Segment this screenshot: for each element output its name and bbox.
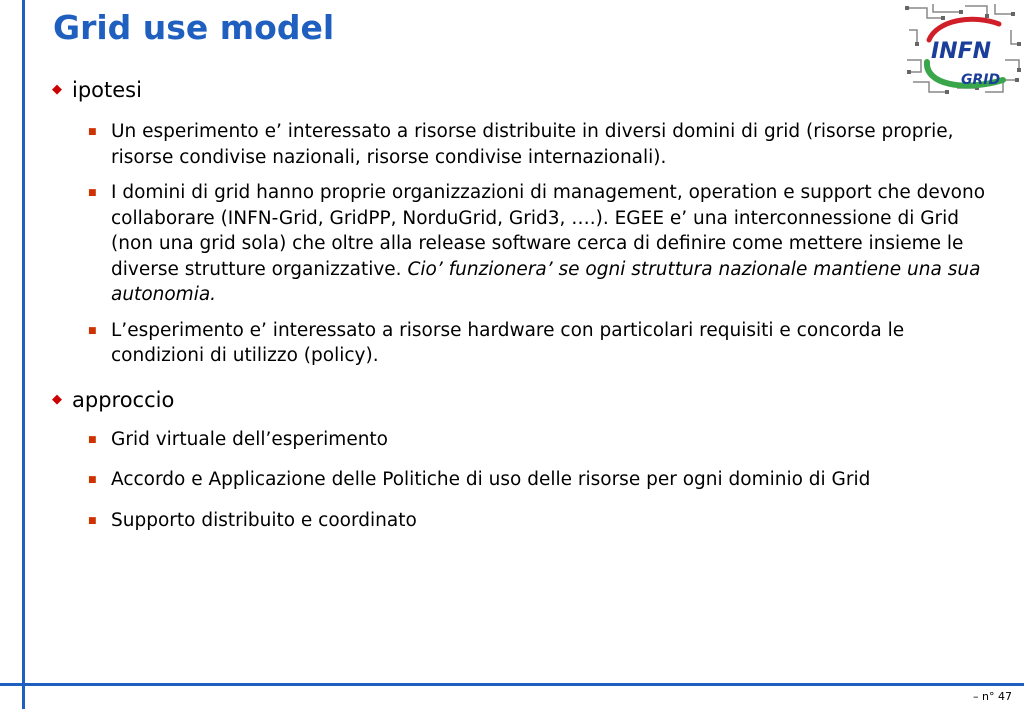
- square-bullet-icon: ■: [88, 325, 97, 336]
- section-heading-label: approccio: [72, 387, 175, 412]
- list-item-emphasis: Cio’ funzionera’ se ogni struttura nazionale mantiene una sua autonomia.: [111, 258, 981, 305]
- list-item-text: Un esperimento e’ interessato a risorse distribuite in diversi domini di grid (risorse proprie, risorse condivise nazionali, risorse condivise internazionali).: [111, 121, 954, 168]
- list-item: [88, 427, 987, 454]
- square-bullet-icon: ■: [88, 434, 97, 445]
- page-number: – n° 47: [973, 690, 1012, 703]
- section-heading-ipotesi: [52, 76, 987, 104]
- slide-title: Grid use model: [53, 8, 335, 47]
- footer-rule: [0, 683, 1024, 686]
- left-border-rule: [22, 0, 25, 709]
- list-item: [88, 467, 987, 494]
- list-item-text: [111, 180, 987, 308]
- list-item-text: Grid virtuale dell’esperimento: [111, 428, 388, 450]
- section-heading-label: ipotesi: [72, 78, 142, 102]
- list-item-text: L’esperimento e’ interessato a risorse hardware con particolari requisiti e concorda le condizioni di utilizzo (policy).: [111, 319, 905, 366]
- square-bullet-icon: ■: [88, 127, 97, 137]
- section-heading-approccio: [52, 386, 987, 414]
- list-item-text: Accordo e Applicazione delle Politiche di uso delle risorse per ogni dominio di Grid: [111, 469, 871, 490]
- logo-text-grid: GRID: [961, 72, 1001, 88]
- list-item: [88, 318, 987, 369]
- list-item-body: I domini di grid hanno proprie organizzazioni di management, operation e support che devono collaborare (INFN-Grid, GridPP, NorduGrid, Grid3, ….). EGEE e’ una interconnessione di Grid (non una grid sola) che oltre alla release software cerca di definire come mettere insieme le diverse strutture organizzative.: [111, 182, 986, 280]
- square-bullet-icon: ■: [88, 515, 97, 526]
- square-bullet-icon: ■: [88, 475, 97, 485]
- list-item: [88, 508, 987, 535]
- logo-text-infn: INFN: [931, 39, 992, 64]
- square-bullet-icon: ■: [88, 188, 97, 198]
- list-item: [88, 180, 987, 308]
- diamond-bullet-icon: ◆: [52, 391, 62, 407]
- list-item: [88, 119, 987, 170]
- list-item-text: Supporto distribuito e coordinato: [111, 509, 417, 531]
- diamond-bullet-icon: ◆: [52, 82, 62, 97]
- slide-content: [52, 76, 987, 534]
